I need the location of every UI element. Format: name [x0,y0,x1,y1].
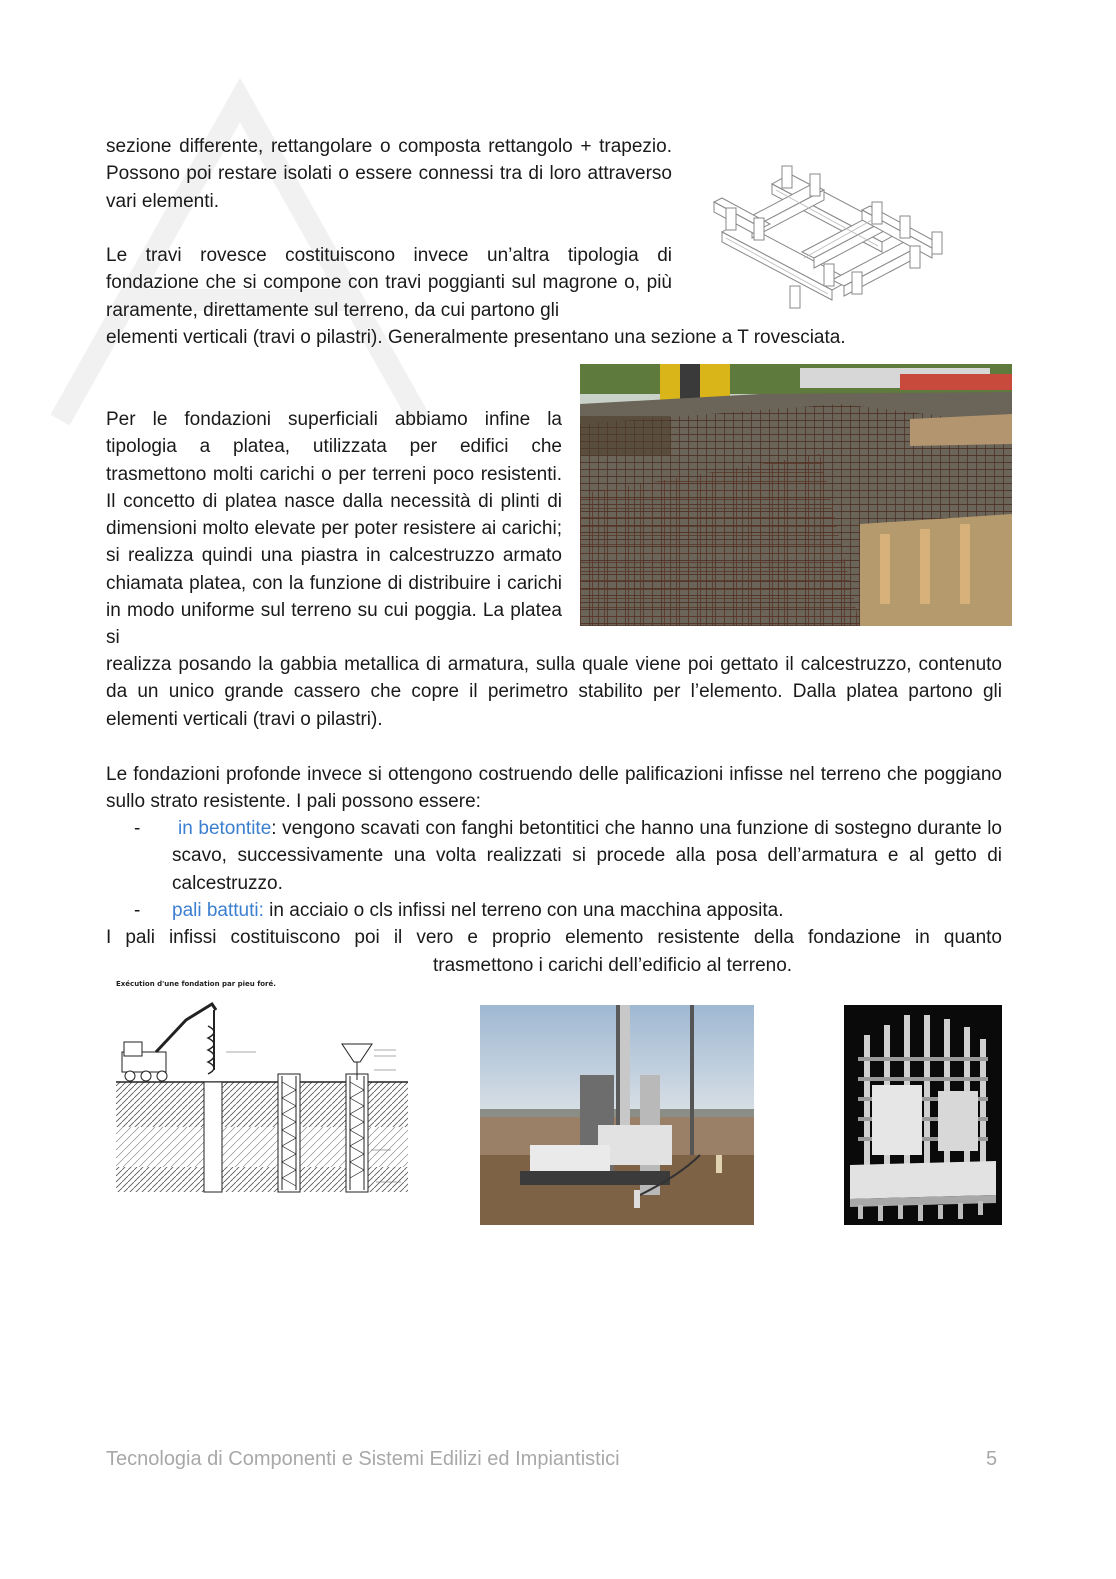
paragraph-travi-rovesce: Le travi rovesce costituiscono invece un’altra tipologia di fondazione che si compone con travi poggianti sul magrone o, più raramente, direttamente sul terreno, da cui partono gli [106,245,672,321]
diagram-caption: Exécution d'une fondation par pieu foré. [116,980,276,988]
page-number: 5 [986,1448,998,1470]
inverted-beams-drawing [712,162,944,318]
bored-pile-drawing [116,990,408,1200]
list-dash: - [134,818,141,839]
paragraph-fondazioni-profonde: Le fondazioni profonde invece si ottengono costruendo delle palificazioni infisse nel terreno che poggiano sullo strato resistente. I pali possono essere: [106,764,1002,813]
list-dash: - [134,899,141,921]
term-link[interactable]: in betontite [178,818,272,839]
drilling-rig-photo [480,1005,754,1225]
platea-rebar-photo [580,364,1012,626]
paragraph-platea-end: realizza posando la gabbia metallica di armatura, sulla quale viene poi gettato il calcestruzzo, contenuto da un unico grande cassero che copre il perimetro stabilito per l’elemento. Dalla platea partono gli elementi verticali (travi o pilastri). [106,654,1002,730]
paragraph-travi-rovesce-end: elementi verticali (travi o pilastri). Generalmente presentano una sezione a T rovesciata. [106,327,846,348]
paragraph-pali-infissi: I pali infissi costituiscono poi il vero e proprio elemento resistente della fondazione in quanto [106,927,1002,948]
paragraph-platea: Per le fondazioni superficiali abbiamo infine la tipologia a platea, utilizzata per edifici che trasmettono molti carichi o per terreni poco resistenti. Il concetto di platea nasce dalla necessità di plinti di dimensioni molto elevate per poter resistere ai carichi; si realizza quindi una piastra in calcestruzzo armato chiamata platea, con la funzione di distribuire i carichi in modo uniforme sul terreno su cui poggia. La platea si [106,409,562,649]
paragraph-continued: sezione differente, rettangolare o composta rettangolo + trapezio. Possono poi restare isolati o essere connessi tra di loro attraverso vari elementi. [106,136,672,212]
term-link[interactable]: pali battuti: [172,899,264,921]
pile-types-list [134,815,1002,924]
paragraph-pali-infissi-end: trasmettono i carichi dell’edificio al terreno. [433,955,793,976]
list-item: - in betontite: vengono scavati con fanghi betontitici che hanno una funzione di sostegno durante lo scavo, successivamente una volta realizzati si procede alla posa dell’armatura e al getto di calcestruzzo. [172,815,1002,897]
pile-foundation-render [844,1005,1002,1225]
bored-pile-diagram [116,980,408,1200]
footer-course-title: Tecnologia di Componenti e Sistemi Edilizi ed Impiantistici [106,1448,620,1470]
list-item: - pali battuti: in acciaio o cls infissi nel terreno con una macchina apposita. [172,897,1002,924]
